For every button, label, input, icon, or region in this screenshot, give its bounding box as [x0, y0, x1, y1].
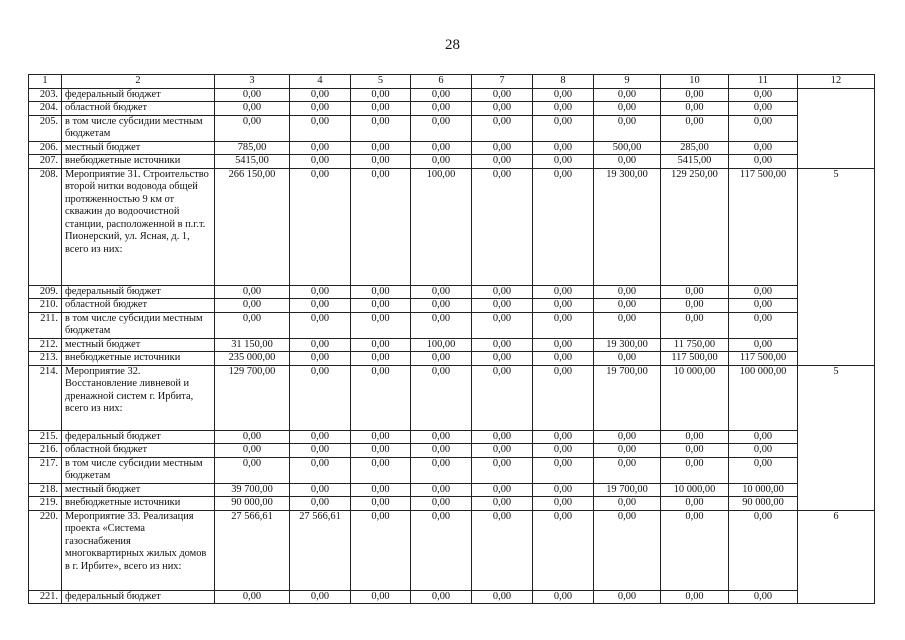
- row-label: областной бюджет: [62, 444, 215, 458]
- row-number: 214.: [29, 365, 62, 430]
- value-cell: 10 000,00: [661, 365, 729, 430]
- value-cell: 0,00: [290, 102, 351, 116]
- value-cell: 0,00: [661, 285, 729, 299]
- value-cell: 0,00: [215, 312, 290, 338]
- value-cell: 0,00: [729, 299, 798, 313]
- value-cell: 0,00: [729, 444, 798, 458]
- table-row: [29, 141, 875, 155]
- table-row: [29, 352, 875, 366]
- row-label: федеральный бюджет: [62, 285, 215, 299]
- row-number: 211.: [29, 312, 62, 338]
- value-cell: 0,00: [472, 102, 533, 116]
- value-cell: 0,00: [661, 497, 729, 511]
- value-cell: 0,00: [533, 141, 594, 155]
- value-cell: 0,00: [351, 497, 411, 511]
- row-number: 213.: [29, 352, 62, 366]
- value-cell: 100,00: [411, 338, 472, 352]
- value-cell: 0,00: [729, 312, 798, 338]
- table-row: [29, 483, 875, 497]
- value-cell: 0,00: [594, 457, 661, 483]
- row-number: 206.: [29, 141, 62, 155]
- value-cell: 0,00: [472, 155, 533, 169]
- value-cell: 0,00: [290, 141, 351, 155]
- value-cell: 0,00: [472, 365, 533, 430]
- value-cell: 0,00: [533, 312, 594, 338]
- row-label: в том числе субсидии местным бюджетам: [62, 115, 215, 141]
- value-cell: 0,00: [351, 590, 411, 604]
- row-label: областной бюджет: [62, 299, 215, 313]
- value-cell: 0,00: [411, 510, 472, 590]
- value-cell: 0,00: [729, 457, 798, 483]
- value-cell: 0,00: [351, 141, 411, 155]
- row-number: 215.: [29, 430, 62, 444]
- value-cell: 100,00: [411, 168, 472, 285]
- value-cell: 0,00: [533, 590, 594, 604]
- value-cell: 0,00: [533, 155, 594, 169]
- value-cell: 31 150,00: [215, 338, 290, 352]
- table-row: [29, 88, 875, 102]
- value-cell: 0,00: [215, 88, 290, 102]
- value-cell: 0,00: [411, 497, 472, 511]
- row-label: Мероприятие 33. Реализация проекта «Система газоснабжения многоквартирных жилых домов в г. Ирбите», всего из них:: [62, 510, 215, 590]
- value-cell: 0,00: [351, 457, 411, 483]
- value-cell: 0,00: [661, 299, 729, 313]
- row-number: 212.: [29, 338, 62, 352]
- value-cell: 0,00: [594, 497, 661, 511]
- column-12-cell: 5: [798, 168, 875, 365]
- value-cell: 0,00: [351, 88, 411, 102]
- table-row: [29, 312, 875, 338]
- value-cell: 10 000,00: [729, 483, 798, 497]
- row-label: местный бюджет: [62, 141, 215, 155]
- value-cell: 0,00: [411, 365, 472, 430]
- value-cell: 0,00: [661, 444, 729, 458]
- value-cell: 0,00: [290, 497, 351, 511]
- value-cell: 0,00: [472, 312, 533, 338]
- value-cell: 0,00: [594, 352, 661, 366]
- value-cell: 0,00: [594, 155, 661, 169]
- table-row: [29, 457, 875, 483]
- column-header: 3: [215, 75, 290, 89]
- value-cell: 0,00: [411, 141, 472, 155]
- value-cell: 0,00: [729, 115, 798, 141]
- value-cell: 0,00: [351, 444, 411, 458]
- value-cell: 0,00: [290, 285, 351, 299]
- table-row: [29, 299, 875, 313]
- value-cell: 0,00: [411, 430, 472, 444]
- value-cell: 0,00: [411, 88, 472, 102]
- value-cell: 0,00: [594, 590, 661, 604]
- row-label: федеральный бюджет: [62, 590, 215, 604]
- column-header: 9: [594, 75, 661, 89]
- table-row: [29, 155, 875, 169]
- value-cell: 0,00: [533, 338, 594, 352]
- value-cell: 117 500,00: [661, 352, 729, 366]
- value-cell: 0,00: [351, 115, 411, 141]
- value-cell: 0,00: [215, 444, 290, 458]
- table-row: [29, 510, 875, 590]
- value-cell: 0,00: [729, 102, 798, 116]
- table-row: [29, 590, 875, 604]
- row-number: 219.: [29, 497, 62, 511]
- table-row: [29, 168, 875, 285]
- value-cell: 0,00: [729, 88, 798, 102]
- value-cell: 0,00: [472, 338, 533, 352]
- value-cell: 0,00: [215, 590, 290, 604]
- page-number: 28: [445, 37, 460, 53]
- value-cell: 0,00: [661, 430, 729, 444]
- column-header: 1: [29, 75, 62, 89]
- column-header: 2: [62, 75, 215, 89]
- value-cell: 0,00: [290, 338, 351, 352]
- value-cell: 0,00: [594, 285, 661, 299]
- value-cell: 0,00: [290, 312, 351, 338]
- value-cell: 0,00: [290, 483, 351, 497]
- value-cell: 129 250,00: [661, 168, 729, 285]
- row-label: федеральный бюджет: [62, 88, 215, 102]
- row-number: 204.: [29, 102, 62, 116]
- table-row: [29, 365, 875, 430]
- value-cell: 0,00: [351, 102, 411, 116]
- value-cell: 0,00: [472, 497, 533, 511]
- value-cell: 0,00: [215, 457, 290, 483]
- value-cell: 0,00: [411, 285, 472, 299]
- value-cell: 0,00: [729, 510, 798, 590]
- column-header: 7: [472, 75, 533, 89]
- value-cell: 0,00: [729, 590, 798, 604]
- value-cell: 0,00: [729, 141, 798, 155]
- row-number: 207.: [29, 155, 62, 169]
- value-cell: 19 700,00: [594, 483, 661, 497]
- value-cell: 0,00: [729, 430, 798, 444]
- value-cell: 0,00: [290, 365, 351, 430]
- value-cell: 0,00: [472, 352, 533, 366]
- value-cell: 0,00: [351, 338, 411, 352]
- value-cell: 0,00: [594, 510, 661, 590]
- value-cell: 0,00: [661, 102, 729, 116]
- value-cell: 0,00: [215, 299, 290, 313]
- value-cell: 0,00: [472, 285, 533, 299]
- value-cell: 0,00: [351, 430, 411, 444]
- row-label: местный бюджет: [62, 338, 215, 352]
- value-cell: 129 700,00: [215, 365, 290, 430]
- value-cell: 266 150,00: [215, 168, 290, 285]
- row-label: внебюджетные источники: [62, 352, 215, 366]
- value-cell: 0,00: [729, 285, 798, 299]
- value-cell: 0,00: [594, 102, 661, 116]
- row-number: 216.: [29, 444, 62, 458]
- value-cell: 0,00: [290, 457, 351, 483]
- row-label: местный бюджет: [62, 483, 215, 497]
- column-header: 5: [351, 75, 411, 89]
- value-cell: 0,00: [351, 483, 411, 497]
- value-cell: 5415,00: [215, 155, 290, 169]
- value-cell: 0,00: [290, 444, 351, 458]
- column-header: 12: [798, 75, 875, 89]
- value-cell: 0,00: [594, 115, 661, 141]
- value-cell: 0,00: [533, 352, 594, 366]
- value-cell: 0,00: [290, 590, 351, 604]
- value-cell: 0,00: [472, 510, 533, 590]
- table-row: [29, 444, 875, 458]
- value-cell: 0,00: [533, 483, 594, 497]
- column-header: 6: [411, 75, 472, 89]
- value-cell: 0,00: [351, 352, 411, 366]
- row-number: 217.: [29, 457, 62, 483]
- value-cell: 117 500,00: [729, 352, 798, 366]
- column-header: 4: [290, 75, 351, 89]
- value-cell: 19 700,00: [594, 365, 661, 430]
- value-cell: 0,00: [351, 312, 411, 338]
- value-cell: 0,00: [411, 155, 472, 169]
- value-cell: 0,00: [472, 168, 533, 285]
- value-cell: 0,00: [661, 88, 729, 102]
- value-cell: 0,00: [594, 299, 661, 313]
- value-cell: 0,00: [661, 115, 729, 141]
- column-12-cell: 5: [798, 365, 875, 510]
- value-cell: 235 000,00: [215, 352, 290, 366]
- value-cell: 0,00: [472, 483, 533, 497]
- value-cell: 0,00: [215, 102, 290, 116]
- value-cell: 0,00: [351, 285, 411, 299]
- value-cell: 0,00: [411, 352, 472, 366]
- value-cell: 0,00: [351, 510, 411, 590]
- table-row: [29, 497, 875, 511]
- value-cell: 0,00: [472, 88, 533, 102]
- column-header: 8: [533, 75, 594, 89]
- budget-table: [28, 74, 875, 604]
- value-cell: 19 300,00: [594, 168, 661, 285]
- row-number: 210.: [29, 299, 62, 313]
- value-cell: 0,00: [351, 168, 411, 285]
- value-cell: 0,00: [411, 590, 472, 604]
- value-cell: 0,00: [290, 168, 351, 285]
- table-row: [29, 285, 875, 299]
- value-cell: 0,00: [533, 365, 594, 430]
- value-cell: 0,00: [411, 312, 472, 338]
- value-cell: 0,00: [472, 430, 533, 444]
- value-cell: 500,00: [594, 141, 661, 155]
- value-cell: 0,00: [533, 168, 594, 285]
- column-12-cell: 6: [798, 510, 875, 604]
- value-cell: 0,00: [594, 88, 661, 102]
- value-cell: 0,00: [661, 312, 729, 338]
- row-label: в том числе субсидии местным бюджетам: [62, 312, 215, 338]
- value-cell: 0,00: [594, 312, 661, 338]
- value-cell: 11 750,00: [661, 338, 729, 352]
- value-cell: 0,00: [533, 102, 594, 116]
- value-cell: 0,00: [594, 430, 661, 444]
- value-cell: 100 000,00: [729, 365, 798, 430]
- value-cell: 5415,00: [661, 155, 729, 169]
- table-row: [29, 430, 875, 444]
- table-row: [29, 338, 875, 352]
- value-cell: 0,00: [729, 338, 798, 352]
- row-number: 209.: [29, 285, 62, 299]
- row-label: внебюджетные источники: [62, 497, 215, 511]
- value-cell: 0,00: [411, 115, 472, 141]
- value-cell: 0,00: [533, 88, 594, 102]
- row-label: Мероприятие 31. Строительство второй нитки водовода общей протяженностью 9 км от скважин до водоочистной станции, расположенной в п.г.т. Пионерский, ул. Ясная, д. 1, всего из них:: [62, 168, 215, 285]
- value-cell: 0,00: [411, 299, 472, 313]
- value-cell: 0,00: [533, 430, 594, 444]
- value-cell: 90 000,00: [729, 497, 798, 511]
- value-cell: 0,00: [533, 285, 594, 299]
- value-cell: 0,00: [411, 102, 472, 116]
- row-label: областной бюджет: [62, 102, 215, 116]
- value-cell: 0,00: [290, 299, 351, 313]
- row-number: 208.: [29, 168, 62, 285]
- value-cell: 19 300,00: [594, 338, 661, 352]
- row-label: Мероприятие 32. Восстановление ливневой и дренажной систем г. Ирбита, всего из них:: [62, 365, 215, 430]
- value-cell: 0,00: [533, 457, 594, 483]
- value-cell: 0,00: [215, 115, 290, 141]
- row-number: 221.: [29, 590, 62, 604]
- value-cell: 27 566,61: [290, 510, 351, 590]
- value-cell: 0,00: [351, 365, 411, 430]
- row-label: федеральный бюджет: [62, 430, 215, 444]
- value-cell: 0,00: [533, 299, 594, 313]
- column-12-cell: [798, 88, 875, 168]
- value-cell: 0,00: [411, 483, 472, 497]
- table-row: [29, 115, 875, 141]
- value-cell: 0,00: [729, 155, 798, 169]
- value-cell: 0,00: [533, 444, 594, 458]
- row-label: в том числе субсидии местным бюджетам: [62, 457, 215, 483]
- value-cell: 0,00: [472, 141, 533, 155]
- value-cell: 0,00: [472, 444, 533, 458]
- value-cell: 0,00: [472, 299, 533, 313]
- value-cell: 0,00: [290, 115, 351, 141]
- value-cell: 27 566,61: [215, 510, 290, 590]
- value-cell: 10 000,00: [661, 483, 729, 497]
- row-number: 203.: [29, 88, 62, 102]
- row-label: внебюджетные источники: [62, 155, 215, 169]
- value-cell: 0,00: [290, 352, 351, 366]
- value-cell: 0,00: [533, 115, 594, 141]
- value-cell: 0,00: [351, 299, 411, 313]
- row-number: 218.: [29, 483, 62, 497]
- row-number: 205.: [29, 115, 62, 141]
- value-cell: 0,00: [533, 497, 594, 511]
- value-cell: 285,00: [661, 141, 729, 155]
- table-row: [29, 102, 875, 116]
- value-cell: 0,00: [594, 444, 661, 458]
- value-cell: 0,00: [533, 510, 594, 590]
- value-cell: 0,00: [661, 457, 729, 483]
- value-cell: 0,00: [290, 88, 351, 102]
- value-cell: 117 500,00: [729, 168, 798, 285]
- value-cell: 0,00: [472, 115, 533, 141]
- value-cell: 0,00: [351, 155, 411, 169]
- value-cell: 0,00: [661, 510, 729, 590]
- table-header-row: [29, 75, 875, 89]
- value-cell: 90 000,00: [215, 497, 290, 511]
- value-cell: 0,00: [215, 285, 290, 299]
- value-cell: 39 700,00: [215, 483, 290, 497]
- row-number: 220.: [29, 510, 62, 590]
- value-cell: 0,00: [290, 155, 351, 169]
- value-cell: 0,00: [472, 457, 533, 483]
- column-header: 11: [729, 75, 798, 89]
- value-cell: 0,00: [290, 430, 351, 444]
- value-cell: 0,00: [472, 590, 533, 604]
- column-header: 10: [661, 75, 729, 89]
- value-cell: 0,00: [411, 444, 472, 458]
- value-cell: 0,00: [411, 457, 472, 483]
- value-cell: 0,00: [215, 430, 290, 444]
- value-cell: 785,00: [215, 141, 290, 155]
- value-cell: 0,00: [661, 590, 729, 604]
